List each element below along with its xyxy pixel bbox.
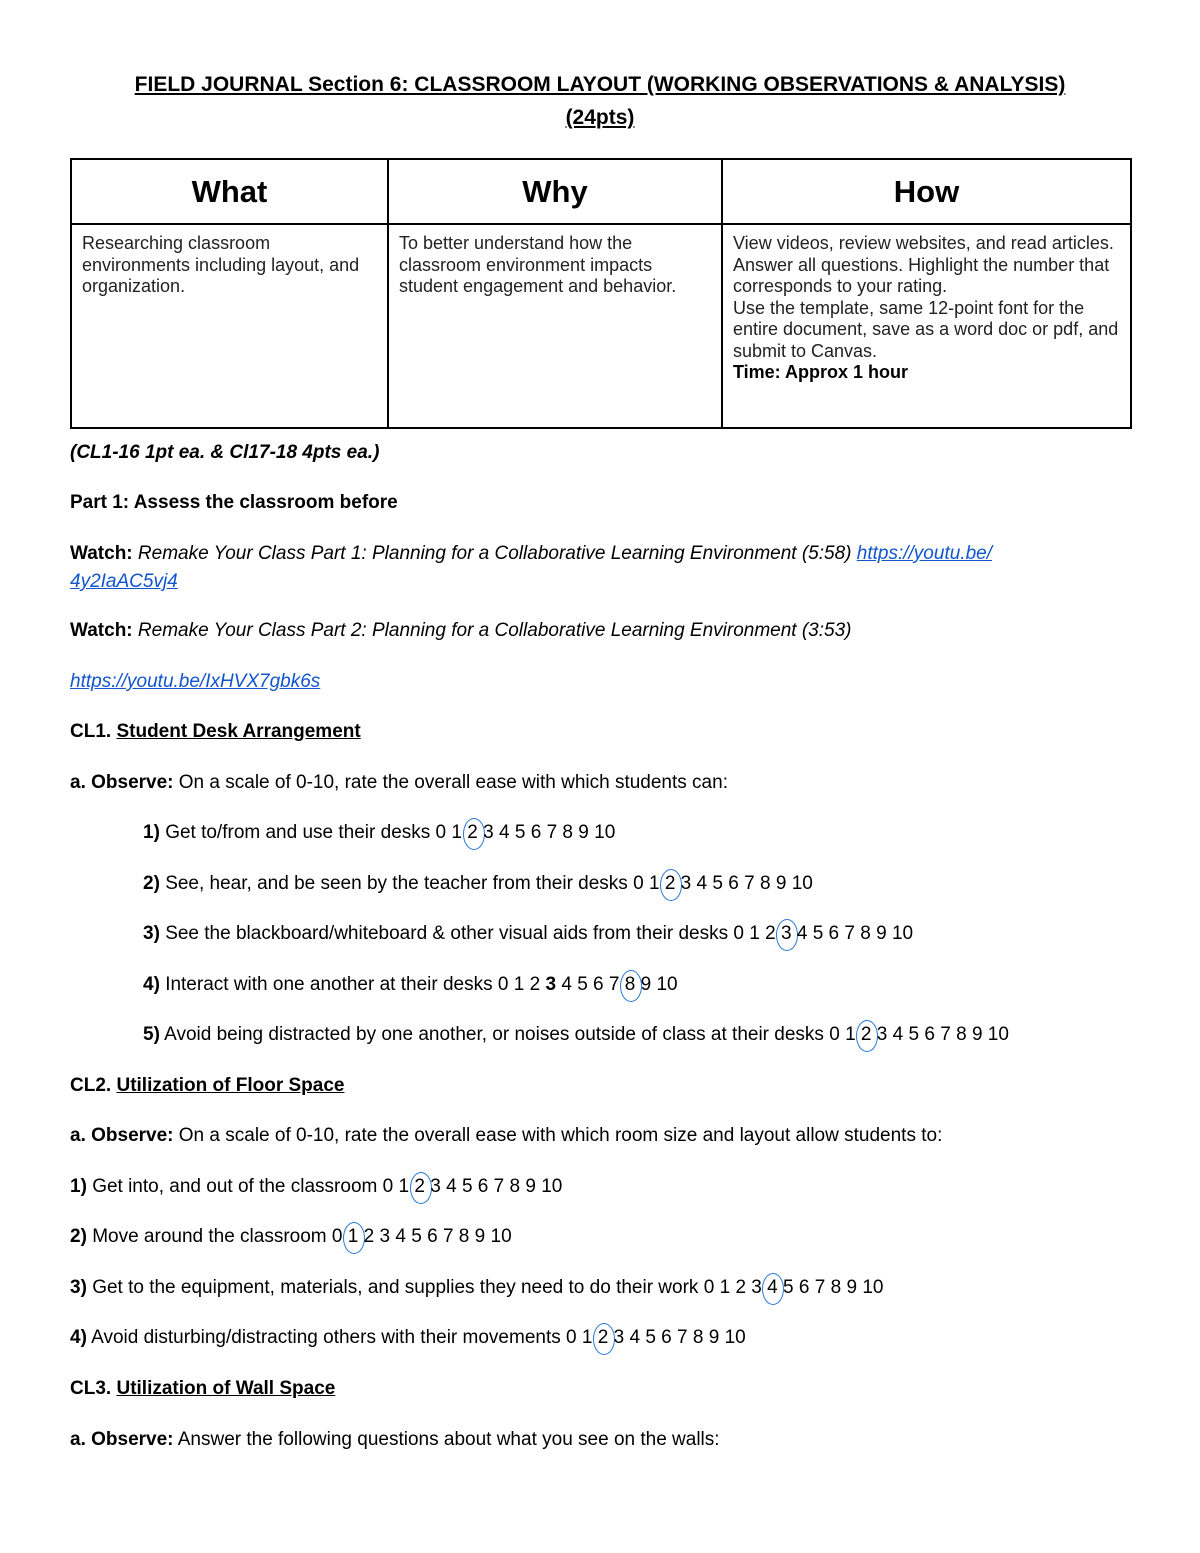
rating-value[interactable]: 10 <box>891 923 914 944</box>
cl3-observe-label: a. Observe: <box>70 1429 174 1450</box>
item-number: 2) <box>70 1226 87 1247</box>
rating-value[interactable]: 1 <box>451 822 462 843</box>
rating-value[interactable]: 5 <box>577 974 588 995</box>
cell-how <box>722 224 1131 428</box>
rating-value[interactable]: 3 <box>876 1024 888 1045</box>
rating-value[interactable]: 1 <box>513 974 525 995</box>
rating-value[interactable]: 6 <box>530 822 542 843</box>
item-text: Get to the equipment, materials, and supplies they need to do their work <box>92 1277 699 1298</box>
rating-value[interactable]: 0 <box>633 873 644 894</box>
rating-value[interactable]: 10 <box>541 1176 563 1197</box>
rating-value[interactable]: 0 <box>733 923 744 944</box>
watch1-link-cont <box>70 570 178 594</box>
cl1-observe <box>70 771 728 795</box>
cl1-observe-text: On a scale of 0-10, rate the overall ease with which students can: <box>178 772 728 793</box>
rating-scale <box>733 923 913 944</box>
rating-scale <box>498 974 678 995</box>
rating-value[interactable]: 7 <box>546 822 558 843</box>
rating-value[interactable]: 7 <box>608 974 620 995</box>
rating-value[interactable]: 5 <box>411 1226 422 1247</box>
rating-value[interactable]: 4 <box>498 822 510 843</box>
item-number: 1) <box>143 822 160 843</box>
rating-value[interactable]: 2 <box>529 974 541 995</box>
rating-value[interactable]: 3 <box>613 1327 625 1348</box>
cl3-title: Utilization of Wall Space <box>116 1378 336 1399</box>
rating-value[interactable]: 1 <box>581 1327 593 1348</box>
rating-value[interactable]: 4 <box>696 873 708 894</box>
header-why: Why <box>388 159 722 224</box>
item-text: Get to/from and use their desks <box>165 822 431 843</box>
rating-value[interactable]: 4 <box>395 1226 406 1247</box>
rating-value-selected[interactable]: 2 <box>467 822 478 843</box>
rating-value[interactable]: 9 <box>876 923 887 944</box>
rating-value[interactable]: 7 <box>493 1176 505 1197</box>
cl2-item-4 <box>70 1326 746 1350</box>
cl1-prefix: CL1. <box>70 721 112 742</box>
rating-value[interactable]: 3 <box>483 822 494 843</box>
rating-scale <box>436 822 616 843</box>
cl2-observe-label: a. Observe: <box>70 1125 174 1146</box>
rating-value[interactable]: 4 <box>446 1176 457 1197</box>
rating-value[interactable]: 9 <box>708 1327 720 1348</box>
cell-what: Researching classroom environments including layout, and organization. <box>71 224 388 428</box>
watch2 <box>70 619 852 643</box>
how-line: Use the template, same 12-point font for the entire document, save as a word doc or pdf, and submit to Canvas. <box>733 297 1119 361</box>
rating-value[interactable]: 0 <box>497 974 509 995</box>
watch1-link-rest[interactable]: 4y2IaAC5vj4 <box>70 571 178 592</box>
rating-value[interactable]: 5 <box>712 873 723 894</box>
cl2-heading <box>70 1074 344 1098</box>
rating-value[interactable]: 9 <box>846 1277 858 1298</box>
header-what: What <box>71 159 388 224</box>
item-text: See, hear, and be seen by the teacher from their desks <box>165 873 628 894</box>
rating-value[interactable]: 9 <box>640 974 652 995</box>
rating-value[interactable]: 1 <box>749 923 760 944</box>
cl1-item-2 <box>143 872 813 896</box>
points-note: (CL1-16 1pt ea. & Cl17-18 4pts ea.) <box>70 442 380 463</box>
rating-value[interactable]: 2 <box>765 923 776 944</box>
item-text: Interact with one another at their desks <box>165 974 493 995</box>
rating-value[interactable]: 10 <box>594 822 616 843</box>
rating-value[interactable]: 10 <box>862 1277 884 1298</box>
cl2-item-3 <box>70 1276 883 1300</box>
cl3-prefix: CL3. <box>70 1378 112 1399</box>
rating-value-selected[interactable]: 8 <box>624 974 636 995</box>
item-number: 1) <box>70 1176 87 1197</box>
rating-value[interactable]: 7 <box>814 1277 826 1298</box>
rating-value-selected[interactable]: 3 <box>780 923 792 944</box>
header-how: How <box>722 159 1131 224</box>
rating-value[interactable]: 6 <box>427 1226 438 1247</box>
rating-value[interactable]: 8 <box>830 1277 842 1298</box>
rating-value-selected[interactable]: 2 <box>597 1327 609 1348</box>
rating-value[interactable]: 5 <box>783 1277 794 1298</box>
watch2-title: Remake Your Class Part 2: Planning for a Collaborative Learning Environment (3:53) <box>137 620 852 641</box>
cl1-title: Student Desk Arrangement <box>116 721 361 742</box>
rating-value-selected[interactable]: 2 <box>664 873 676 894</box>
rating-scale <box>332 1226 512 1247</box>
rating-value[interactable]: 10 <box>791 873 813 894</box>
item-text: Avoid being distracted by one another, or noises outside of class at their desks <box>164 1024 824 1045</box>
rating-value[interactable]: 3 <box>680 873 692 894</box>
rating-value[interactable]: 10 <box>987 1024 1009 1045</box>
rating-value[interactable]: 8 <box>956 1024 967 1045</box>
item-number: 4) <box>70 1327 87 1348</box>
rating-value[interactable]: 7 <box>677 1327 688 1348</box>
rating-value[interactable]: 7 <box>844 923 855 944</box>
watch1-label: Watch: <box>70 543 133 564</box>
cl3-observe <box>70 1428 720 1452</box>
item-number: 3) <box>143 923 160 944</box>
rating-scale <box>704 1277 884 1298</box>
rating-scale <box>566 1327 746 1348</box>
rating-value[interactable]: 5 <box>461 1176 473 1197</box>
what-why-how-table <box>70 158 1132 429</box>
cl2-title: Utilization of Floor Space <box>116 1075 345 1096</box>
watch1 <box>70 542 992 566</box>
rating-value[interactable]: 5 <box>812 923 824 944</box>
rating-value[interactable]: 6 <box>661 1327 672 1348</box>
rating-value[interactable]: 9 <box>525 1176 536 1197</box>
rating-value-selected[interactable]: 2 <box>414 1176 425 1197</box>
rating-value[interactable]: 5 <box>514 822 526 843</box>
rating-value[interactable]: 6 <box>728 873 739 894</box>
rating-value[interactable]: 1 <box>845 1024 856 1045</box>
rating-value[interactable]: 3 <box>379 1226 391 1247</box>
rating-value[interactable]: 0 <box>566 1327 577 1348</box>
rating-value[interactable]: 2 <box>735 1277 747 1298</box>
rating-value[interactable]: 6 <box>828 923 840 944</box>
item-text: Avoid disturbing/distracting others with their movements <box>91 1327 561 1348</box>
rating-value[interactable]: 4 <box>561 974 572 995</box>
cl2-item-1 <box>70 1175 562 1199</box>
rating-value[interactable]: 10 <box>724 1327 746 1348</box>
rating-value[interactable]: 9 <box>474 1226 486 1247</box>
rating-scale <box>383 1176 563 1197</box>
rating-value-selected[interactable]: 2 <box>860 1024 872 1045</box>
item-number: 2) <box>143 873 160 894</box>
rating-value[interactable]: 6 <box>924 1024 935 1045</box>
item-text: Get into, and out of the classroom <box>92 1176 378 1197</box>
watch2-link[interactable]: https://youtu.be/IxHVX7gbk6s <box>70 671 321 692</box>
cl1-item-3 <box>143 922 913 946</box>
rating-value[interactable]: 7 <box>442 1226 454 1247</box>
watch1-link[interactable]: https://youtu.be/ <box>856 543 992 564</box>
rating-value[interactable]: 8 <box>860 923 871 944</box>
rating-value[interactable]: 8 <box>509 1176 521 1197</box>
rating-value[interactable]: 5 <box>645 1327 656 1348</box>
item-text: See the blackboard/whiteboard & other visual aids from their desks <box>165 923 729 944</box>
cl2-item-2 <box>70 1225 512 1249</box>
rating-value-selected[interactable]: 4 <box>767 1277 778 1298</box>
rating-value[interactable]: 7 <box>940 1024 951 1045</box>
rating-scale <box>633 873 813 894</box>
rating-value[interactable]: 6 <box>477 1176 489 1197</box>
part1-heading: Part 1: Assess the classroom before <box>70 492 398 513</box>
cl2-observe-text: On a scale of 0-10, rate the overall ease with which room size and layout allow students to: <box>178 1125 943 1146</box>
rating-value[interactable]: 10 <box>656 974 678 995</box>
rating-value[interactable]: 2 <box>363 1226 375 1247</box>
rating-value[interactable]: 1 <box>648 873 660 894</box>
rating-value[interactable]: 1 <box>398 1176 410 1197</box>
rating-value[interactable]: 4 <box>892 1024 904 1045</box>
rating-value[interactable]: 6 <box>798 1277 810 1298</box>
watch2-label: Watch: <box>70 620 133 641</box>
rating-value[interactable]: 8 <box>562 822 573 843</box>
rating-value[interactable]: 7 <box>744 873 755 894</box>
rating-value[interactable]: 8 <box>458 1226 470 1247</box>
item-text: Move around the classroom <box>92 1226 327 1247</box>
rating-value[interactable]: 9 <box>578 822 589 843</box>
how-time: Time: Approx 1 hour <box>733 362 909 382</box>
item-number: 3) <box>70 1277 87 1298</box>
item-number: 4) <box>143 974 160 995</box>
rating-value-selected[interactable]: 1 <box>347 1226 359 1247</box>
rating-value[interactable]: 0 <box>829 1024 840 1045</box>
rating-value[interactable]: 0 <box>331 1226 343 1247</box>
rating-value[interactable]: 3 <box>751 1277 762 1298</box>
cl1-item-5 <box>143 1023 1009 1047</box>
rating-value[interactable]: 0 <box>382 1176 394 1197</box>
how-line: View videos, review websites, and read articles. <box>733 233 1114 253</box>
rating-scale <box>829 1024 1009 1045</box>
cell-why: To better understand how the classroom environment impacts student engagement and behavior. <box>388 224 722 428</box>
rating-value[interactable]: 9 <box>971 1024 983 1045</box>
item-number: 5) <box>143 1024 160 1045</box>
rating-value[interactable]: 8 <box>759 873 771 894</box>
watch1-title: Remake Your Class Part 1: Planning for a Collaborative Learning Environment (5:58) <box>137 543 852 564</box>
rating-value[interactable]: 9 <box>775 873 787 894</box>
page-title-points: (24pts) <box>565 106 635 129</box>
cl1-item-1 <box>143 821 615 845</box>
rating-value[interactable]: 0 <box>703 1277 715 1298</box>
rating-value[interactable]: 10 <box>490 1226 512 1247</box>
how-line: Answer all questions. Highlight the number that corresponds to your rating. <box>733 254 1110 296</box>
rating-value[interactable]: 6 <box>593 974 604 995</box>
cl2-prefix: CL2. <box>70 1075 112 1096</box>
cl1-heading <box>70 720 361 744</box>
rating-value[interactable]: 0 <box>435 822 447 843</box>
rating-value[interactable]: 8 <box>692 1327 704 1348</box>
rating-value[interactable]: 4 <box>796 923 808 944</box>
page-title: FIELD JOURNAL Section 6: CLASSROOM LAYOUT (WORKING OBSERVATIONS & ANALYSIS) <box>134 73 1066 96</box>
cl2-observe <box>70 1124 942 1148</box>
rating-value[interactable]: 4 <box>629 1327 641 1348</box>
cl3-heading <box>70 1377 335 1401</box>
cl3-observe-text: Answer the following questions about what you see on the walls: <box>177 1429 720 1450</box>
cl1-item-4 <box>143 973 678 997</box>
cl1-observe-label: a. Observe: <box>70 772 174 793</box>
rating-value[interactable]: 1 <box>719 1277 731 1298</box>
rating-value[interactable]: 3 <box>545 974 557 995</box>
watch2-link-line <box>70 670 320 694</box>
rating-value[interactable]: 5 <box>908 1024 920 1045</box>
rating-value[interactable]: 3 <box>430 1176 441 1197</box>
